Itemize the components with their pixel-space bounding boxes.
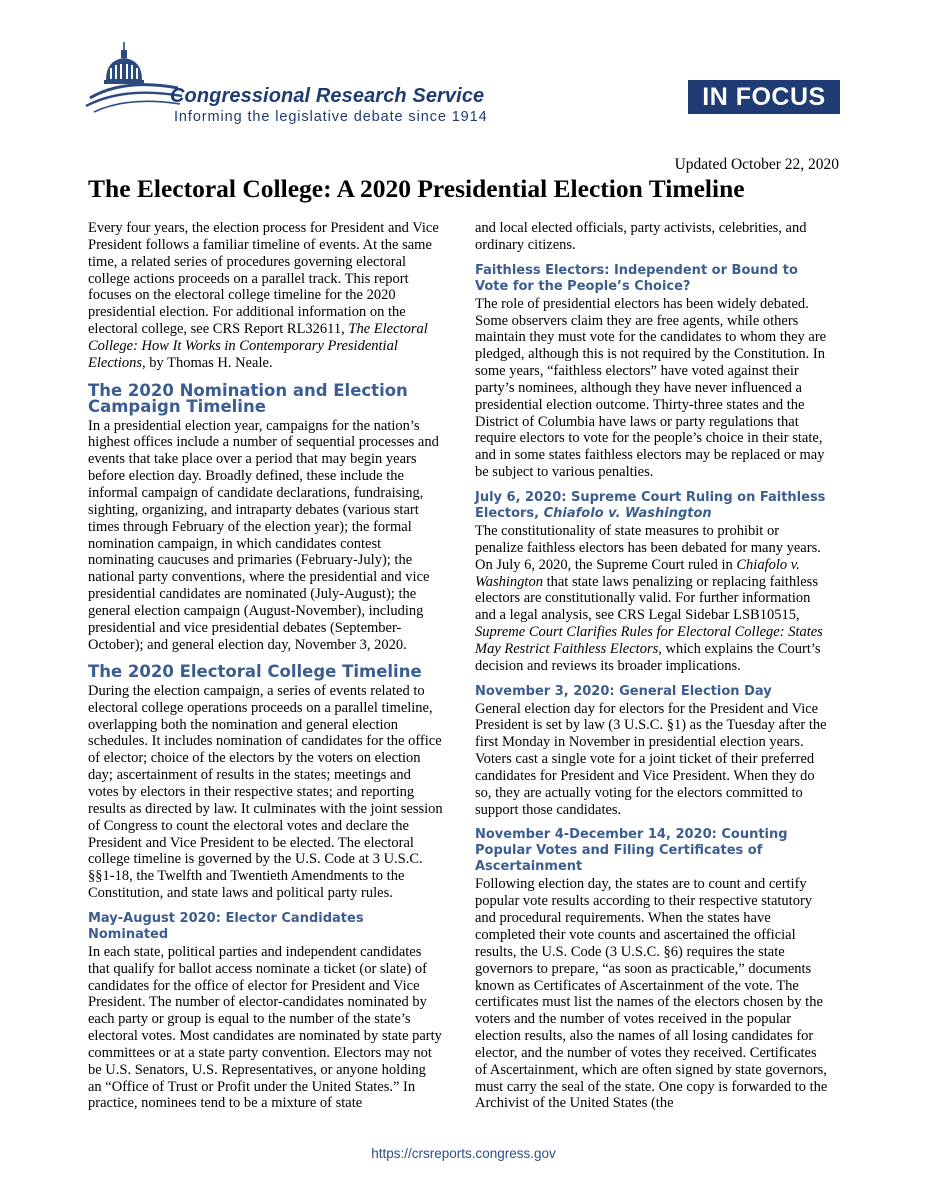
may-august-paragraph: In each state, political parties and independent candidates that qualify for ballot access nominate a ticket (or slate) of candidates for the office of elector for President and Vice President. The number of elector-candidates nominated by each party or group is equal to the number of the state’s electoral votes. Most candidates are nominated by state party committees or at a state party convention. Electors may not be U.S. Senators, U.S. Representatives, or anyone holding an “Office of Trust or Profit under the United States.” In practice, nominees tend to be a mixture of state xyxy=(88,943,442,1112)
intro-text: Every four years, the election process for President and Vice President follows a familiar timeline of events. At the same time, a related series of procedures governing electoral college actions proceeds on a parallel track. This report focuses on the electoral college timeline for the 2020 presidential election. For additional information on the electoral college, see CRS Report RL32611, xyxy=(88,220,439,338)
november-3-paragraph: General election day for electors for the President and Vice President is set by law (3 U.S.C. §1) as the Tuesday after the first Monday in November in presidential election years. Voters cast a single vote for a joint ticket of their preferred candidates for President and Vice President. When they do so, they are actually voting for the electors committed to support those candidates. xyxy=(475,700,827,818)
left-column xyxy=(88,220,443,1112)
intro-report-title: The Electoral College: How It Works in Contemporary Presidential Elections xyxy=(88,321,428,371)
heading-faithless-electors: Faithless Electors: Independent or Bound to Vote for the People’s Choice? xyxy=(475,262,798,294)
july6-text-c: , which explains the Court’s decision and reviews its broader implications. xyxy=(475,640,821,674)
july6-case-name: Chiafolo v. Washington xyxy=(475,556,800,590)
heading-july-6 xyxy=(475,490,830,522)
footer-url-link[interactable]: https://crsreports.congress.gov xyxy=(371,1146,556,1161)
intro-author: , by Thomas H. Neale. xyxy=(141,354,273,371)
updated-date: Updated October 22, 2020 xyxy=(674,156,839,173)
report-header xyxy=(0,0,927,150)
heading-nomination-timeline: The 2020 Nomination and Election Campaign Timeline xyxy=(88,380,408,417)
nomination-paragraph: In a presidential election year, campaigns for the nation’s highest offices include a number of sequential processes and events that take place over a period that may begin years before election day. Broadly defined, these include the informal campaign of candidate declarations, fundraising, sighting, organizing, and intraparty debates (various start times through February of the election year); the formal nomination campaign, in which candidates contest nominating caucuses and primaries (February-July); the national party conventions, where the presidential and vice presidential candidates are nominated (July-August); the general election campaign (August-November), including presidential and vice presidential debates (September-October); and general election day, November 3, 2020. xyxy=(88,417,439,653)
heading-november-4: November 4-December 14, 2020: Counting Popular Votes and Filing Certificates of Ascertainment xyxy=(475,827,788,875)
heading-november-3: November 3, 2020: General Election Day xyxy=(475,683,772,699)
july6-heading-case: Chiafolo v. Washington xyxy=(543,505,712,521)
report-title: The Electoral College: A 2020 Presidential Election Timeline xyxy=(88,174,745,203)
faithless-paragraph: The role of presidential electors has been widely debated. Some observers claim they are free agents, while others maintain they must vote for the candidates to whom they are pledged, although this is not required by the Constitution. In some years, “faithless electors” have voted against their party’s nominees, although they have never influenced a presidential election outcome. Thirty-three states and the District of Columbia have laws or party regulations that require electors to vote for the people’s choice in their state, and in some states faithless electors may be replaced or may be subject to various penalties. xyxy=(475,295,827,481)
org-name: Congressional Research Service xyxy=(170,85,485,107)
org-tagline: Informing the legislative debate since 1914 xyxy=(174,109,488,125)
july-6-paragraph xyxy=(475,523,830,675)
ec-timeline-paragraph: During the election campaign, a series of events related to electoral college operations proceeds on a parallel timeline, overlapping both the nomination and general election schedules. It includes nomination of candidates for the office of elector; choice of the electors by the voters on election day; ascertainment of results in the states; meetings and votes by electors in their respective states; and reporting results as directed by law. It culminates with the joint session of Congress to count the electoral votes and declare the President and Vice President to be elected. The electoral college timeline is governed by the U.S. Code at 3 U.S.C. §§1-18, the Twelfth and Twentieth Amendments to the Constitution, and state laws and political party rules. xyxy=(88,682,443,902)
heading-may-august: May-August 2020: Elector Candidates Nominated xyxy=(88,910,364,942)
november-4-paragraph: Following election day, the states are to count and certify popular vote results according to their respective statutory and procedural requirements. When the states have completed their vote counts and ascertained the official results, the U.S. Code (3 U.S.C. §6) requires the state governors to prepare, “as soon as practicable,” documents known as Certificates of Ascertainment of the vote. The certificates must list the names of the electors chosen by the voters and the number of votes received in the popular election results, also the names of all losing candidates for elector, and the number of votes they received. Certificates of Ascertainment, which are often signed by state governors, must carry the seal of the state. One copy is forwarded to the Archivist of the United States (the xyxy=(475,876,828,1112)
july6-sidebar-title: Supreme Court Clarifies Rules for Electoral College: States May Restrict Faithless Electors xyxy=(475,624,823,657)
july6-text-a: The constitutionality of state measures to prohibit or penalize faithless electors has been debated for many years. On July 6, 2020, the Supreme Court ruled in xyxy=(475,522,821,573)
july6-text-b: that state laws penalizing or replacing faithless electors are constitutionally valid. For further information and a legal analysis, see CRS Legal Sidebar LSB10515, xyxy=(475,573,818,624)
heading-electoral-college-timeline: The 2020 Electoral College Timeline xyxy=(88,662,422,682)
july6-heading-text: July 6, 2020: Supreme Court Ruling on Faithless Electors, xyxy=(475,489,826,521)
in-focus-badge: IN FOCUS xyxy=(688,80,840,114)
right-column xyxy=(475,220,830,1112)
continued-paragraph: and local elected officials, party activists, celebrities, and ordinary citizens. xyxy=(475,220,807,253)
intro-paragraph xyxy=(88,220,443,372)
capitol-dome-logo-icon xyxy=(84,40,184,122)
